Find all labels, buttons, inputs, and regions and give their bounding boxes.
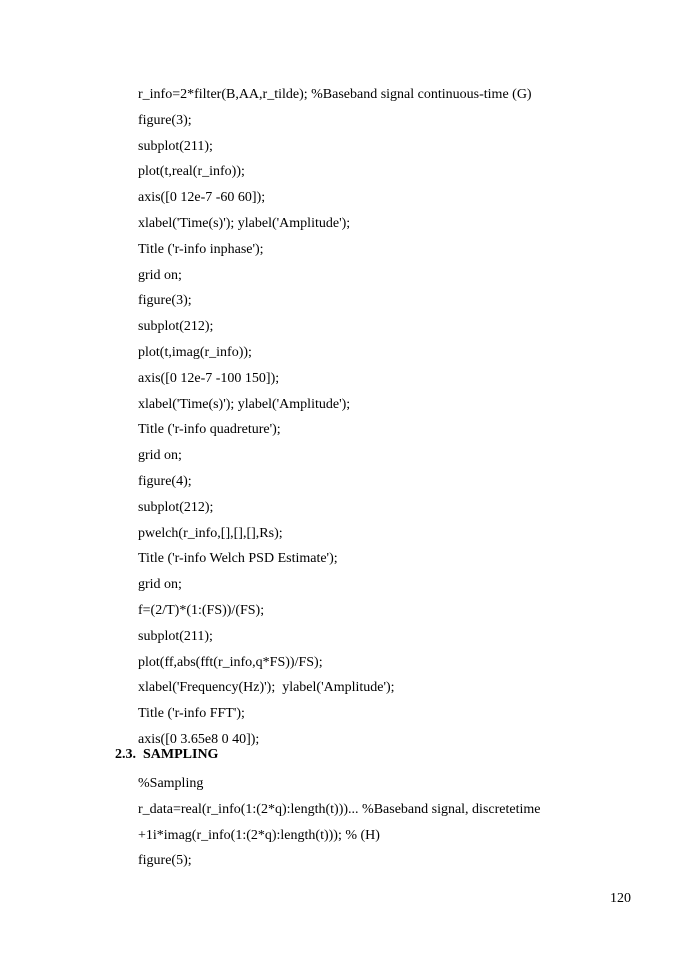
- code-line: figure(4);: [138, 473, 192, 489]
- code-line: plot(ff,abs(fft(r_info,q*FS))/FS);: [138, 654, 323, 670]
- code-line: figure(3);: [138, 112, 192, 128]
- code-line: %Sampling: [138, 776, 204, 791]
- code-line: grid on;: [138, 267, 182, 283]
- code-line: axis([0 12e-7 -60 60]);: [138, 190, 266, 206]
- code-line: Title ('r-info quadreture');: [138, 422, 281, 438]
- code-line: axis([0 12e-7 -100 150]);: [138, 370, 280, 386]
- code-line: subplot(211);: [138, 138, 213, 154]
- code-block-main: [138, 82, 532, 753]
- code-line: +1i*imag(r_info(1:(2*q):length(t))); % (H): [138, 827, 380, 843]
- code-line: figure(3);: [138, 293, 192, 309]
- code-line: figure(5);: [138, 853, 192, 869]
- section-heading-sampling: 2.3. SAMPLING: [115, 747, 219, 762]
- code-line: f=(2/T)*(1:(FS))/(FS);: [138, 602, 265, 618]
- code-line: subplot(212);: [138, 499, 214, 515]
- code-line: Title ('r-info inphase');: [138, 241, 264, 257]
- code-line: r_data=real(r_info(1:(2*q):length(t)))... %Baseband signal, discretetime: [138, 801, 541, 817]
- code-line: Title ('r-info FFT');: [138, 706, 245, 722]
- code-line: plot(t,real(r_info));: [138, 164, 245, 180]
- code-line: grid on;: [138, 448, 182, 464]
- code-line: grid on;: [138, 577, 182, 593]
- code-line: xlabel('Time(s)'); ylabel('Amplitude');: [138, 396, 351, 412]
- code-line: xlabel('Time(s)'); ylabel('Amplitude');: [138, 215, 351, 231]
- code-block-sampling: [138, 771, 540, 874]
- code-line: Title ('r-info Welch PSD Estimate');: [138, 551, 338, 567]
- code-line: axis([0 3.65e8 0 40]);: [138, 731, 260, 747]
- code-line: xlabel('Frequency(Hz)'); ylabel('Amplitude');: [138, 680, 395, 696]
- page-number: 120: [610, 891, 631, 906]
- code-line: plot(t,imag(r_info));: [138, 344, 252, 360]
- code-line: subplot(212);: [138, 319, 214, 335]
- code-line: pwelch(r_info,[],[],[],Rs);: [138, 525, 283, 541]
- code-line: subplot(211);: [138, 628, 213, 644]
- code-line: r_info=2*filter(B,AA,r_tilde); %Baseband signal continuous-time (G): [138, 87, 532, 102]
